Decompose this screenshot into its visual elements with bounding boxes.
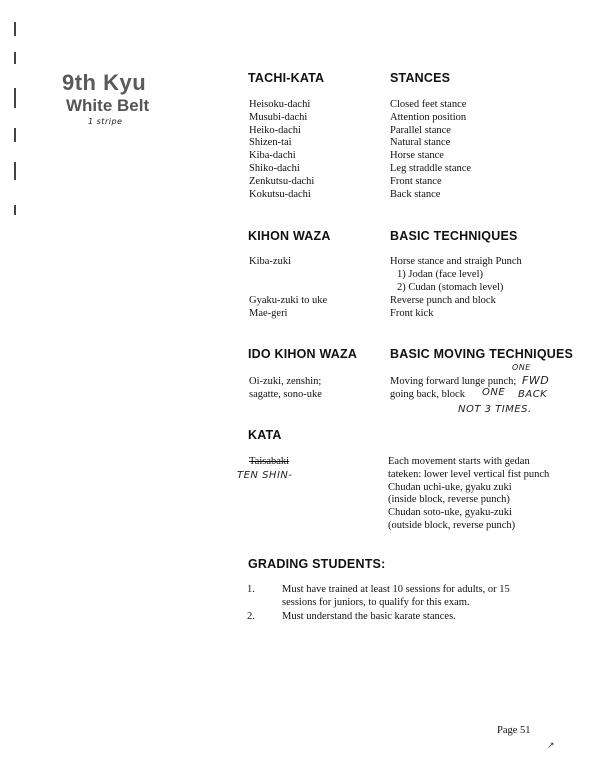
kata-line: Chudan soto-uke, gyaku-zuki <box>388 507 512 519</box>
moving-sagatte: sagatte, sono-uke <box>249 389 322 400</box>
margin-mark <box>14 52 16 64</box>
heading-tachi-kata: TACHI-KATA <box>248 71 325 85</box>
kata-line: tateken: lower level vertical fist punch <box>388 468 550 480</box>
stance-name: Kiba-dachi <box>249 150 296 162</box>
handwritten-ten-shin: TEN SHIN- <box>237 470 293 481</box>
handwritten-one: ONE <box>512 363 531 372</box>
handwritten-not-3-times: NOT 3 TIMES. <box>458 404 532 415</box>
stance-english: Natural stance <box>390 137 451 149</box>
grading-item-text: Must have trained at least 10 sessions for adults, or 15 <box>282 584 510 595</box>
kata-taisabaki-struck: Taisabaki <box>249 456 290 467</box>
stance-english: Back stance <box>390 188 441 200</box>
grading-item-text: Must understand the basic karate stances. <box>282 611 456 622</box>
heading-kata: KATA <box>248 428 282 442</box>
heading-kihon-waza: KIHON WAZA <box>248 229 331 243</box>
heading-basic-moving-techniques: BASIC MOVING TECHNIQUES <box>390 347 574 361</box>
stance-name: Shiko-dachi <box>249 162 300 174</box>
technique-reverse-punch: Reverse punch and block <box>390 295 496 306</box>
grading-item-text: sessions for juniors, to qualify for this exam. <box>282 597 470 608</box>
stance-name: Shizen-tai <box>249 137 292 149</box>
handwritten-one-back: ONE <box>482 387 506 398</box>
stance-english: Parallel stance <box>390 124 451 136</box>
stance-name: Heiko-dachi <box>249 124 301 136</box>
technique-front-kick: Front kick <box>390 308 434 319</box>
rank-title: 9th Kyu <box>62 70 147 95</box>
stance-english: Closed feet stance <box>390 99 467 110</box>
handwritten-fwd: FWD <box>522 374 550 387</box>
stance-name-list <box>249 99 314 201</box>
technique-mae-geri: Mae-geri <box>249 308 288 319</box>
moving-going-back: going back, block <box>390 389 465 400</box>
margin-mark <box>14 88 16 108</box>
kata-line: (outside block, reverse punch) <box>388 519 516 531</box>
stance-english: Horse stance <box>390 150 444 162</box>
technique-jodan: 1) Jodan (face level) <box>397 269 483 280</box>
stance-name: Musubi-dachi <box>249 111 308 123</box>
stance-english: Front stance <box>390 175 442 187</box>
handwritten-back: BACK <box>518 389 548 400</box>
stance-english: Leg straddle stance <box>390 162 472 174</box>
moving-oi-zuki: Oi-zuki, zenshin; <box>249 376 322 387</box>
margin-mark <box>14 162 16 180</box>
heading-grading-students: GRADING STUDENTS: <box>248 557 386 571</box>
kata-line: Each movement starts with gedan <box>388 456 530 467</box>
stance-name: Heisoku-dachi <box>249 99 311 110</box>
stance-name: Zenkutsu-dachi <box>249 175 315 187</box>
handwritten-stripe-note: 1 stripe <box>88 117 123 126</box>
heading-basic-techniques: BASIC TECHNIQUES <box>390 229 518 243</box>
stance-english-list <box>390 99 471 201</box>
technique-gyaku-zuki: Gyaku-zuki to uke <box>249 295 328 306</box>
margin-mark <box>14 205 16 215</box>
scan-mark: ↗ <box>547 740 555 750</box>
technique-cudan: 2) Cudan (stomach level) <box>397 282 504 293</box>
heading-stances: STANCES <box>390 71 451 85</box>
moving-forward-lunge: Moving forward lunge punch; <box>390 376 517 387</box>
page-number: Page 51 <box>497 725 531 736</box>
heading-ido-kihon-waza: IDO KIHON WAZA <box>248 347 358 361</box>
rank-belt: White Belt <box>66 96 150 115</box>
grading-item-number: 2. <box>247 611 255 622</box>
kata-line: Chudan uchi-uke, gyaku zuki <box>388 481 512 493</box>
technique-kiba-zuki: Kiba-zuki <box>249 256 291 267</box>
margin-mark <box>14 22 16 36</box>
grading-item-number: 1. <box>247 584 255 595</box>
kata-line: (inside block, reverse punch) <box>388 494 510 506</box>
margin-mark <box>14 128 16 142</box>
stance-english: Attention position <box>390 111 467 123</box>
technique-horse-punch: Horse stance and straigh Punch <box>390 256 522 267</box>
stance-name: Kokutsu-dachi <box>249 188 311 200</box>
kata-description <box>388 456 549 533</box>
